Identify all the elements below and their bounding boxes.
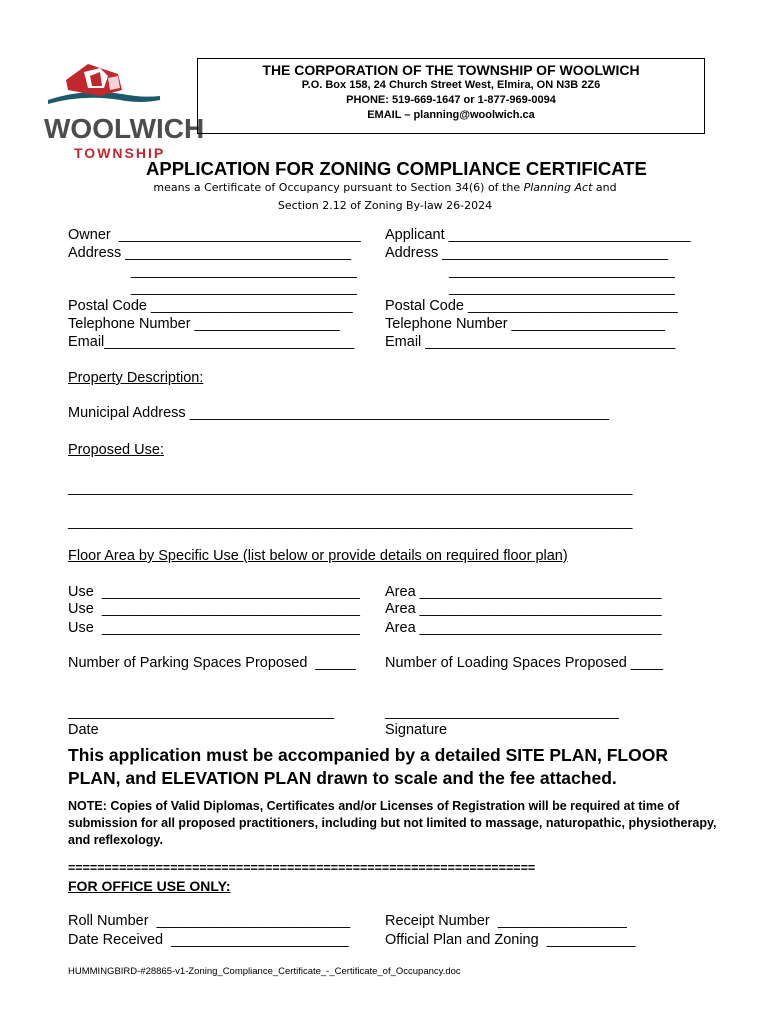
municipal-address-field[interactable]: Municipal Address ____________________________________________________ <box>68 405 610 421</box>
header-email: EMAIL – planning@woolwich.ca <box>367 109 535 121</box>
office-use-heading: FOR OFFICE USE ONLY: <box>68 878 231 894</box>
header-title: THE CORPORATION OF THE TOWNSHIP OF WOOLWICH <box>262 62 640 78</box>
proposed-use-line1[interactable]: ______________________________________________________________________ <box>68 480 633 496</box>
date-received-field[interactable]: Date Received ______________________ <box>68 932 349 948</box>
date-line[interactable]: _________________________________ <box>68 704 335 720</box>
plan-requirement-notice: This application must be accompanied by a detailed SITE PLAN, FLOOR PLAN, and ELEVATION PLAN drawn to scale and the fee attached. <box>68 745 668 788</box>
use-field-2[interactable]: Use ________________________________ <box>68 601 360 617</box>
applicant-address-line3[interactable]: ____________________________ <box>449 280 675 296</box>
proposed-use-line2[interactable]: ______________________________________________________________________ <box>68 514 633 530</box>
header-address: P.O. Box 158, 24 Church Street West, Elmira, ON N3B 2Z6 <box>301 79 601 91</box>
header-phone: PHONE: 519-669-1647 or 1-877-969-0094 <box>346 94 556 106</box>
woolwich-logo <box>44 60 205 166</box>
logo-name: WOOLWICH <box>44 113 205 144</box>
owner-address-field[interactable]: Address ____________________________ <box>68 245 352 261</box>
footer-filename: HUMMINGBIRD-#28865-v1-Zoning_Compliance_Certificate_-_Certificate_of_Occupancy.doc <box>68 966 461 977</box>
parking-spaces-field[interactable]: Number of Parking Spaces Proposed _____ <box>68 655 356 671</box>
owner-address-line3[interactable]: ____________________________ <box>131 280 357 296</box>
loading-spaces-field[interactable]: Number of Loading Spaces Proposed ____ <box>385 655 664 671</box>
roll-number-field[interactable]: Roll Number ________________________ <box>68 913 351 929</box>
date-label: Date <box>68 722 99 738</box>
use-field-3[interactable]: Use ________________________________ <box>68 620 360 636</box>
owner-address-line2[interactable]: ____________________________ <box>131 263 357 279</box>
area-field-2[interactable]: Area ______________________________ <box>385 601 662 617</box>
separator: ================================================================ <box>68 861 536 875</box>
applicant-address-line2[interactable]: ____________________________ <box>449 263 675 279</box>
applicant-postal-field[interactable]: Postal Code __________________________ <box>385 298 678 314</box>
applicant-phone-field[interactable]: Telephone Number ___________________ <box>385 316 665 332</box>
owner-email-field[interactable]: Email_______________________________ <box>68 334 355 350</box>
owner-postal-field[interactable]: Postal Code _________________________ <box>68 298 353 314</box>
use-field-1[interactable]: Use ________________________________ <box>68 584 360 600</box>
floor-area-heading: Floor Area by Specific Use (list below or provide details on required floor plan) <box>68 548 568 564</box>
proposed-use-heading: Proposed Use: <box>68 442 164 458</box>
subtitle-line2: Section 2.12 of Zoning By-law 26-2024 <box>277 199 493 212</box>
page-title: APPLICATION FOR ZONING COMPLIANCE CERTIFICATE <box>146 158 647 179</box>
owner-field[interactable]: Owner ______________________________ <box>68 227 361 243</box>
area-field-3[interactable]: Area ______________________________ <box>385 620 662 636</box>
note-text: NOTE: Copies of Valid Diplomas, Certificates and/or Licenses of Registration will be required at time of submission for all proposed practitioners, including but not limited to massage, naturopathic, physiotherapy, and reflexology. <box>68 799 717 847</box>
official-plan-zoning-field[interactable]: Official Plan and Zoning ___________ <box>385 932 636 948</box>
property-heading: Property Description: <box>68 370 204 386</box>
logo-sub: TOWNSHIP <box>74 145 166 161</box>
subtitle-line1: means a Certificate of Occupancy pursuant to Section 34(6) of the Planning Act and <box>153 181 617 194</box>
applicant-email-field[interactable]: Email _______________________________ <box>385 334 676 350</box>
applicant-field[interactable]: Applicant ______________________________ <box>385 227 691 243</box>
signature-label: Signature <box>385 722 448 738</box>
applicant-address-field[interactable]: Address ____________________________ <box>385 245 669 261</box>
signature-line[interactable]: _____________________________ <box>385 704 619 720</box>
header-box <box>197 58 705 134</box>
owner-phone-field[interactable]: Telephone Number __________________ <box>68 316 340 332</box>
receipt-number-field[interactable]: Receipt Number ________________ <box>385 913 627 929</box>
area-field-1[interactable]: Area ______________________________ <box>385 584 662 600</box>
